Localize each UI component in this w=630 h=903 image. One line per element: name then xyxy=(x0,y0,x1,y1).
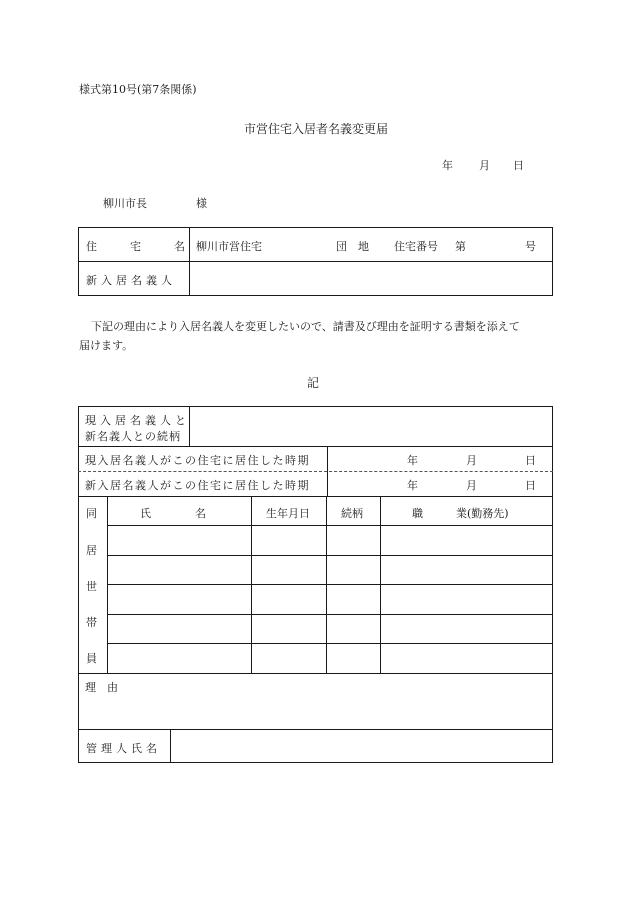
column-header-birthdate: 生年月日 xyxy=(266,507,310,520)
column-header-occupation: 職 業(勤務先) xyxy=(412,507,509,520)
relation-label-line-1: 現入居名義人と xyxy=(85,414,190,427)
current-period-year: 年 xyxy=(407,454,418,467)
household-row-line xyxy=(107,555,553,556)
current-period-month: 月 xyxy=(466,454,477,467)
date-month-label: 月 xyxy=(479,159,490,172)
addressee-name: 柳川市長 xyxy=(103,197,147,210)
form-number: 様式第10号(第7条関係) xyxy=(79,83,197,96)
new-period-year: 年 xyxy=(407,479,418,492)
applicant-table-row-divider xyxy=(78,261,553,262)
household-vertical-char: 居 xyxy=(86,544,97,557)
new-period-month: 月 xyxy=(466,479,477,492)
household-row-line xyxy=(107,584,553,585)
manager-label: 管理人氏名 xyxy=(86,742,161,755)
address-value: 柳川市営住宅 xyxy=(196,240,262,253)
statement-line-1: 下記の理由により入居名義人を変更したいので、請書及び理由を証明する書類を添えて xyxy=(91,320,520,333)
household-row-line xyxy=(107,525,553,526)
column-header-relation: 続柄 xyxy=(341,507,363,520)
addressee-honorific: 様 xyxy=(196,197,207,210)
period-dashed-divider xyxy=(78,471,553,472)
new-name-label: 新入居名義人 xyxy=(86,274,176,287)
household-vertical-char: 世 xyxy=(86,580,97,593)
ki-marker: 記 xyxy=(307,376,320,390)
new-period-label: 新入居名義人がこの住宅に居住した時期 xyxy=(85,479,310,492)
form-title: 市営住宅入居者名義変更届 xyxy=(244,122,389,136)
divider-before-manager xyxy=(78,729,553,730)
house-number-label: 住宅番号 xyxy=(394,240,438,253)
date-year-label: 年 xyxy=(442,159,453,172)
address-label: 住 宅 名 xyxy=(86,240,185,253)
house-number-go: 号 xyxy=(525,240,536,253)
reason-label: 理 由 xyxy=(85,681,118,694)
current-period-day: 日 xyxy=(525,454,536,467)
date-day-label: 日 xyxy=(513,159,524,172)
new-period-day: 日 xyxy=(525,479,536,492)
household-vertical-char: 同 xyxy=(86,507,97,520)
relation-label-line-2: 新名義人との続柄 xyxy=(85,430,181,443)
household-row-line xyxy=(107,643,553,644)
statement-line-2: 届けます。 xyxy=(79,339,134,352)
divider-before-reason xyxy=(78,673,553,674)
divider-before-household xyxy=(78,496,553,497)
manager-col-divider xyxy=(170,729,171,763)
household-vertical-char: 帯 xyxy=(86,616,97,629)
household-vertical-char: 員 xyxy=(86,652,97,665)
column-header-name: 氏 名 xyxy=(140,507,206,520)
applicant-table-col-divider xyxy=(189,227,190,296)
danchi-label: 団 地 xyxy=(336,240,369,253)
current-period-label: 現入居名義人がこの住宅に居住した時期 xyxy=(85,454,310,467)
household-row-line xyxy=(107,614,553,615)
house-number-dai: 第 xyxy=(455,240,466,253)
divider-after-relation xyxy=(78,446,553,447)
